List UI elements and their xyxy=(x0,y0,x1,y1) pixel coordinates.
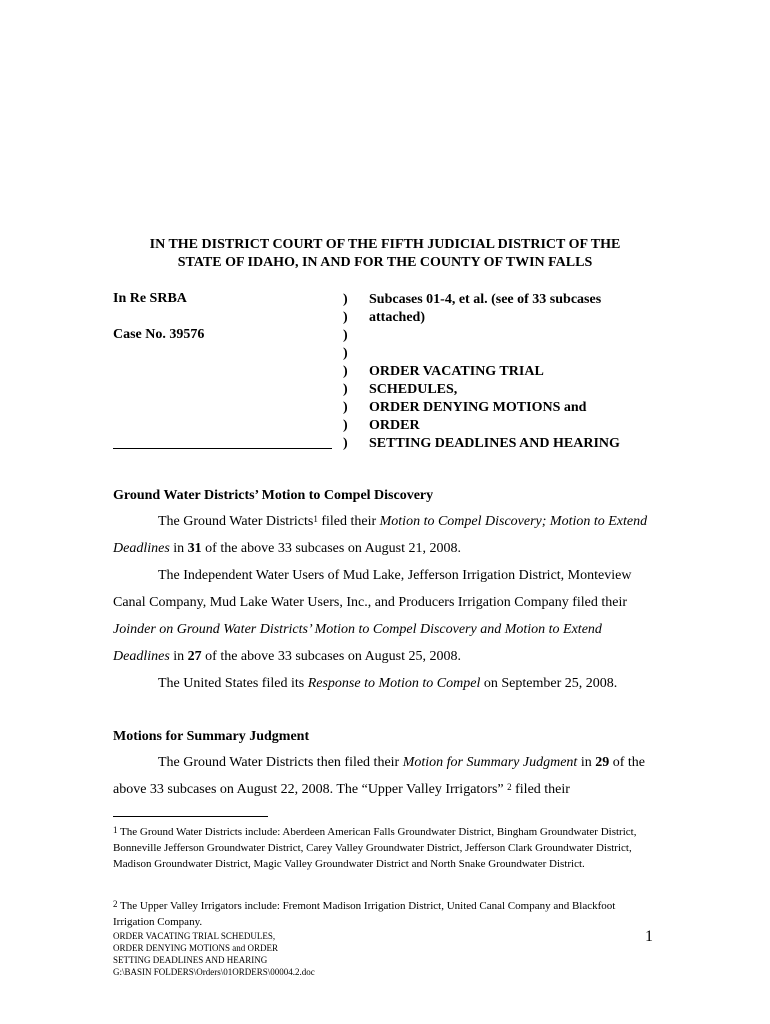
footnote-number: 2 xyxy=(113,899,118,909)
court-heading xyxy=(100,236,670,272)
court-heading-line1: IN THE DISTRICT COURT OF THE FIFTH JUDICIAL DISTRICT OF THE xyxy=(149,237,621,252)
order-title-line: SETTING DEADLINES AND HEARING xyxy=(369,436,620,451)
bold-count: 27 xyxy=(187,649,202,664)
section-heading-motion-to-compel: Ground Water Districts’ Motion to Compel Discovery xyxy=(113,488,434,503)
footnote-text: The Ground Water Districts include: Aberdeen American Falls Groundwater District, Bingham Groundwater District, Bonneville Jefferson Groundwater District, Carey Valley Groundwater District, Jefferson Clark Groundwater District, Madison Groundwater District, Magic Valley Groundwater District and North Snake Groundwater District. xyxy=(113,826,637,870)
text-run: The Independent Water Users of Mud Lake, Jefferson Irrigation District, Monteview Canal Company, Mud Lake Water Users, Inc., and Producers Irrigation Company filed their xyxy=(113,568,632,610)
text-run: The Ground Water Districts then filed their xyxy=(158,755,403,770)
bold-count: 31 xyxy=(187,541,202,556)
text-run: on September 25, 2008. xyxy=(480,676,618,691)
footnote-ref-1: 1 xyxy=(313,514,318,524)
in-re-label: In Re SRBA xyxy=(113,291,187,306)
document-footer xyxy=(113,930,315,978)
text-run: filed their xyxy=(317,514,380,529)
caption-parens xyxy=(343,291,348,453)
subcases-text xyxy=(369,291,669,327)
document-title-italic: Response to Motion to Compel xyxy=(307,676,481,691)
paragraph-us-response xyxy=(113,670,658,697)
paragraph-summary-judgment xyxy=(113,749,658,803)
footer-line: SETTING DEADLINES AND HEARING xyxy=(113,955,268,965)
paren: ) xyxy=(343,346,348,361)
text-run: of the above 33 subcases on August 25, 2008. xyxy=(201,649,462,664)
document-title-italic: Motion to Compel Discovery; Motion to Extend Deadlines xyxy=(113,514,648,556)
footnote-text: The Upper Valley Irrigators include: Fremont Madison Irrigation District, United Canal Company and Blackfoot Irrigation Company. xyxy=(113,900,616,928)
bold-count: 29 xyxy=(595,755,610,770)
document-title-italic: Motion for Summary Judgment xyxy=(402,755,578,770)
paren: ) xyxy=(343,292,348,307)
paren: ) xyxy=(343,382,348,397)
paren: ) xyxy=(343,436,348,451)
paragraph-motion-to-compel xyxy=(113,508,658,562)
footer-file-path: G:\BASIN FOLDERS\Orders\01ORDERS\00004.2.doc xyxy=(113,967,315,977)
page-number: 1 xyxy=(645,928,653,945)
order-title-line: ORDER DENYING MOTIONS and xyxy=(369,400,587,415)
paren: ) xyxy=(343,418,348,433)
subcases-line2: attached) xyxy=(369,310,425,325)
text-run: of the above 33 subcases on August 21, 2008. xyxy=(201,541,462,556)
paragraph-joinder xyxy=(113,562,658,670)
caption-divider xyxy=(113,448,332,449)
court-heading-line2: STATE OF IDAHO, IN AND FOR THE COUNTY OF TWIN FALLS xyxy=(177,255,593,270)
order-title-line: SCHEDULES, xyxy=(369,382,458,397)
paren: ) xyxy=(343,328,348,343)
paren: ) xyxy=(343,310,348,325)
case-number: Case No. 39576 xyxy=(113,327,205,342)
text-run: The Ground Water Districts xyxy=(158,514,314,529)
footnote-ref-2: 2 xyxy=(507,782,512,792)
text-run: The United States filed its xyxy=(158,676,308,691)
section-heading-summary-judgment: Motions for Summary Judgment xyxy=(113,729,310,744)
footnote-divider xyxy=(113,816,268,817)
order-title-line: ORDER xyxy=(369,418,420,433)
footer-line: ORDER DENYING MOTIONS and ORDER xyxy=(113,943,278,953)
text-run: in xyxy=(169,649,188,664)
text-run: in xyxy=(169,541,188,556)
footnote-number: 1 xyxy=(113,825,118,835)
subcases-line1: Subcases 01-4, et al. (see of 33 subcases xyxy=(369,292,602,307)
order-title xyxy=(369,363,669,453)
text-run: filed their xyxy=(511,782,570,797)
document-title-italic: Joinder on Ground Water Districts’ Motion to Compel Discovery and Motion to Extend Deadlines xyxy=(113,622,602,664)
footnote-1 xyxy=(113,824,653,872)
text-run: of the above 33 subcases on August 22, 2008. The “Upper Valley Irrigators” xyxy=(113,755,645,797)
text-run: in xyxy=(577,755,596,770)
footnote-2 xyxy=(113,898,653,930)
paren: ) xyxy=(343,400,348,415)
order-title-line: ORDER VACATING TRIAL xyxy=(369,364,544,379)
paren: ) xyxy=(343,364,348,379)
footer-line: ORDER VACATING TRIAL SCHEDULES, xyxy=(113,931,276,941)
